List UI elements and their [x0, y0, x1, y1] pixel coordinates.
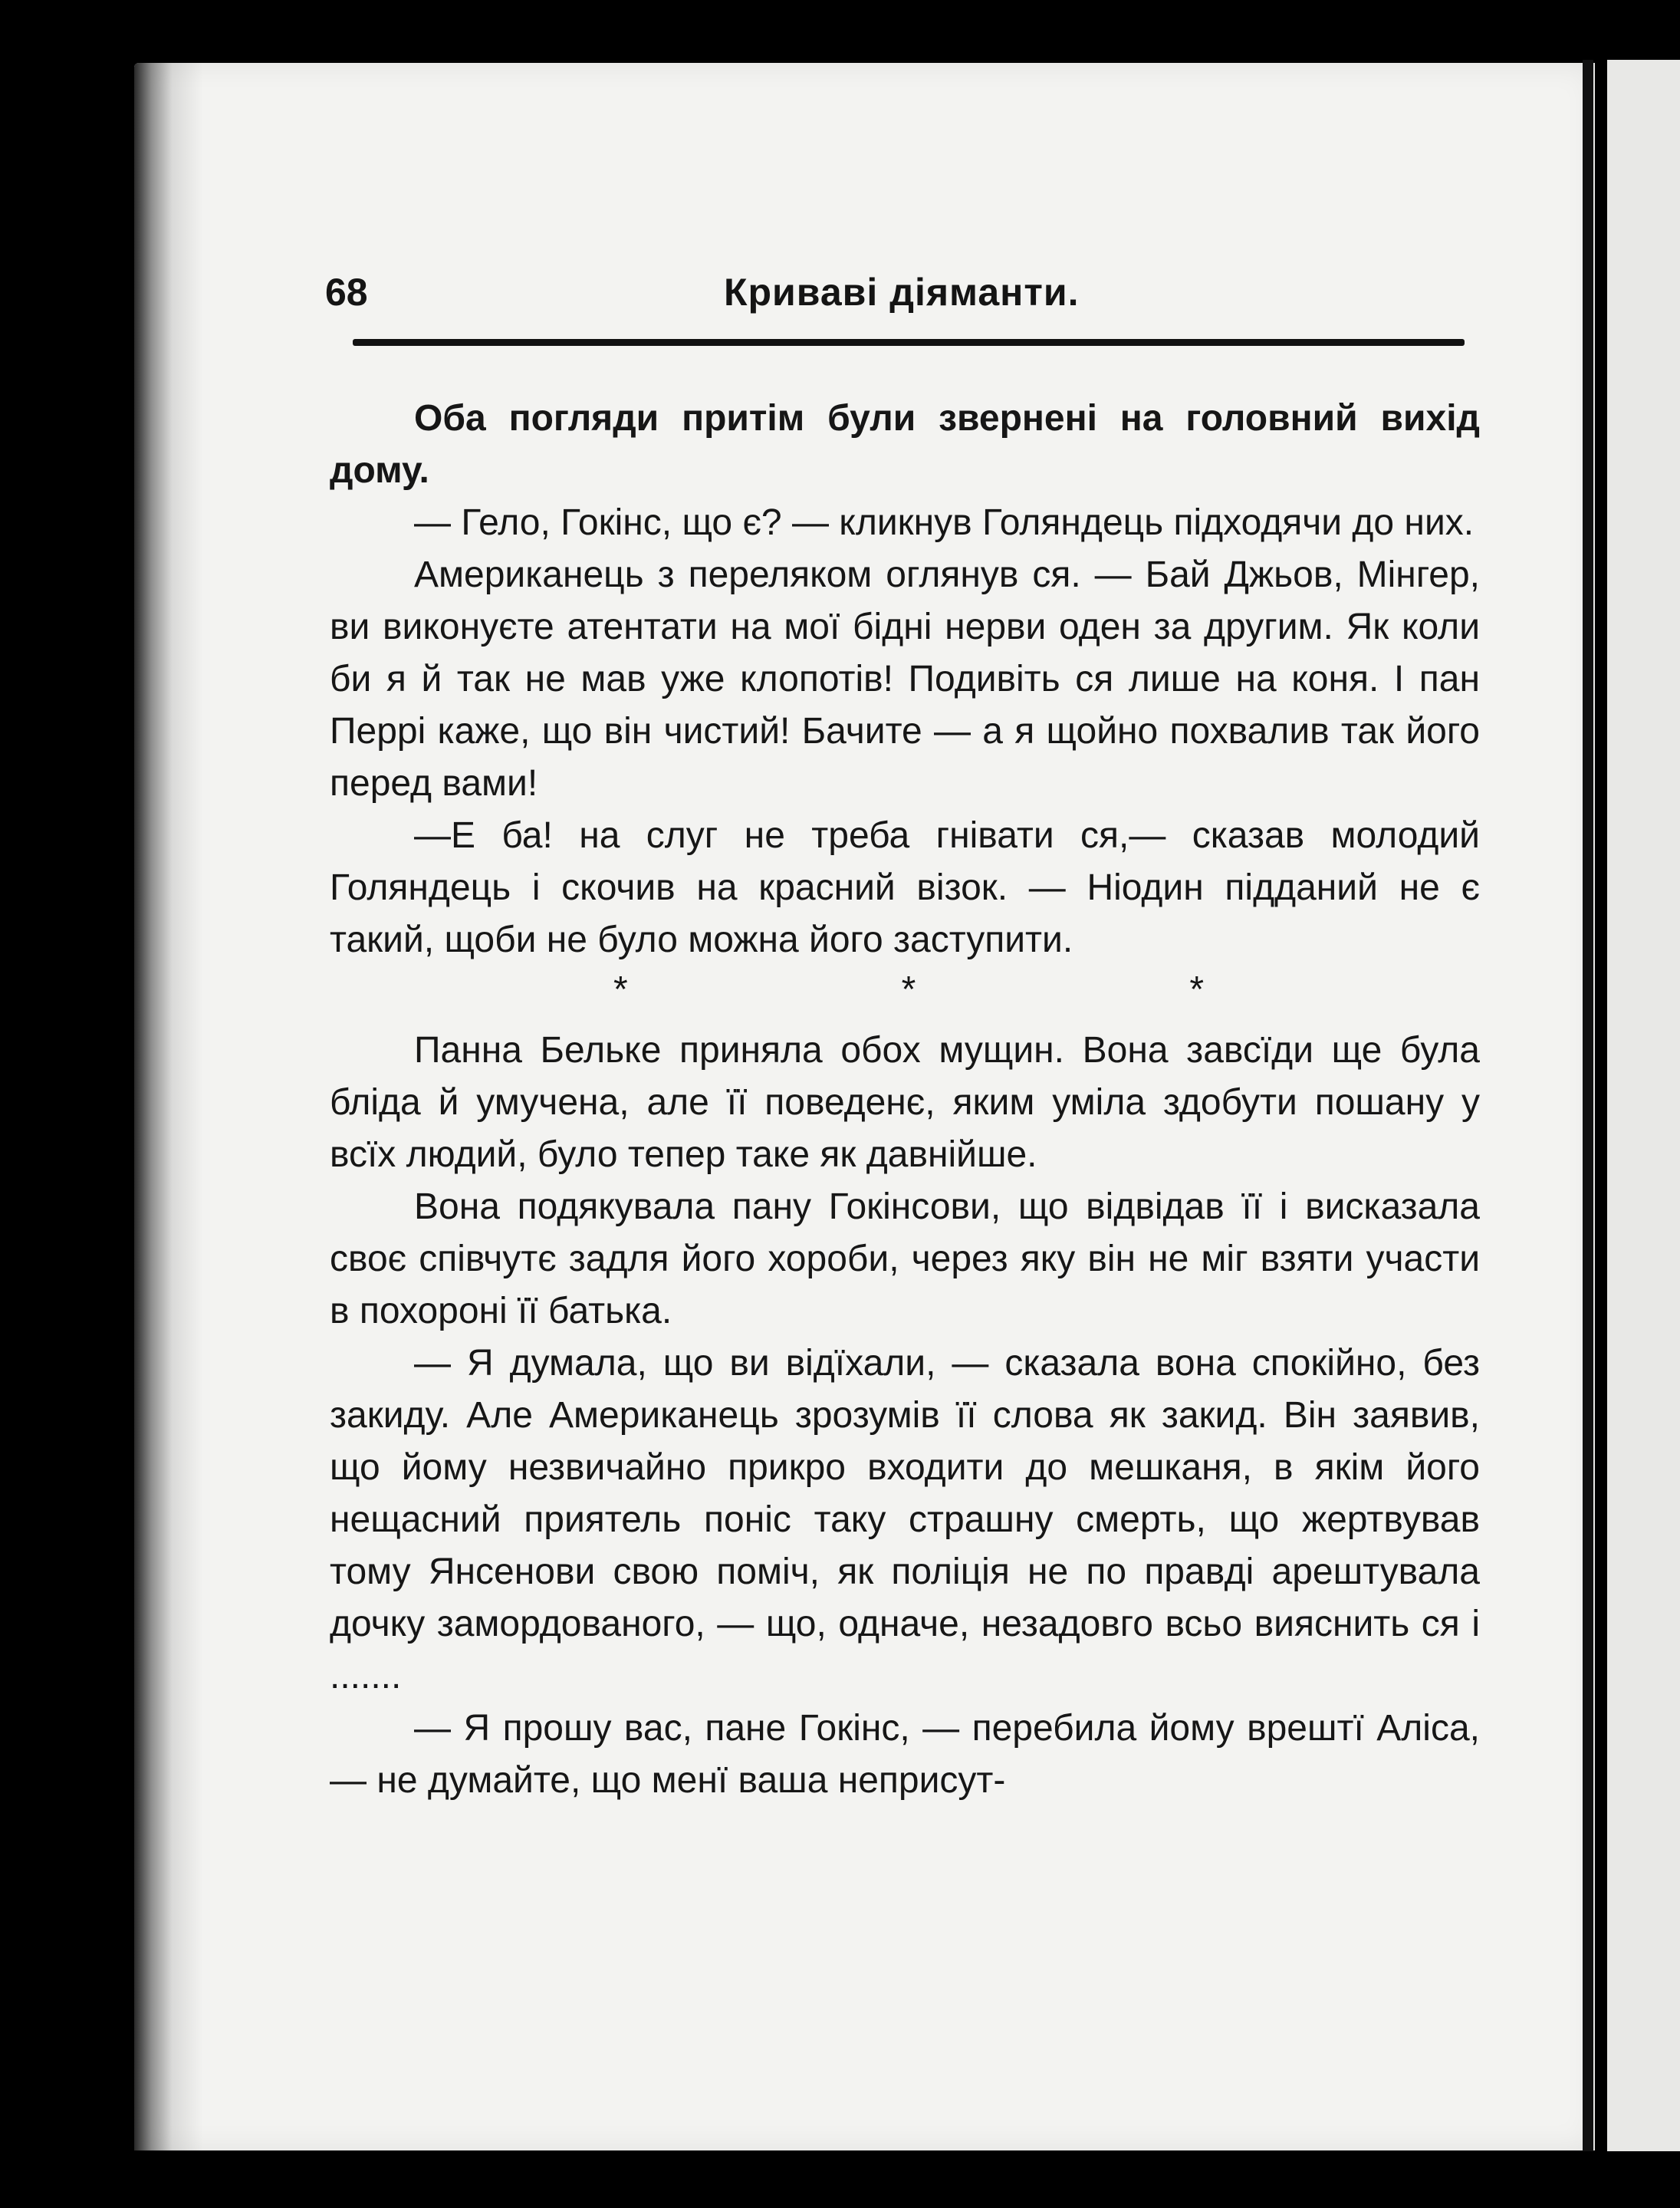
page-edge-divider: [1583, 60, 1593, 2154]
separator-star: *: [901, 969, 916, 1010]
paragraph: — Я думала, що ви відїхали, — сказала вона спокійно, без закиду. Але Американець зрозумів її слова як закид. Він заявив, що йому незвичайно прикро входити до мешканя, в якім його нещасний приятель поніс таку страшну смерть, що жертвував тому Янсенови свою поміч, як поліція не по правді арештувала дочку замордованого, — що, одначе, незадовго всьо вияснить ся і .......: [330, 1343, 1480, 1696]
paragraph: —Е ба! на слуг не треба гнівати ся,— сказав молодий Голяндець і скочив на красний візок. — Ніодин підданий не є такий, щоби не було можна його заступити.: [330, 815, 1480, 960]
paragraph: Оба погляди притім були звернені на головний вихід дому.: [330, 398, 1480, 491]
separator-star: *: [613, 969, 628, 1010]
next-page-sliver: [1607, 60, 1680, 2154]
gutter-shadow: [134, 63, 203, 2150]
separator-star: *: [1189, 969, 1204, 1010]
paragraph: — Гело, Гокінс, що є? — кликнув Голяндець підходячи до них.: [414, 502, 1475, 543]
paragraph: — Я прошу вас, пане Гокінс, — перебила йому врештї Аліса, — не думайте, що менї ваша неприсут-: [330, 1708, 1480, 1801]
page-title: Криваві діяманти.: [724, 271, 1080, 314]
section-separator: [613, 966, 1204, 1014]
paragraph: Панна Бельке приняла обох мущин. Вона завсїди ще була бліда й умучена, але її поведенє, яким уміла здобути пошану у всїх людий, було тепер таке як давнійше.: [330, 1030, 1480, 1175]
paragraph: Вона подякувала пану Гокінсови, що відвідав її і висказала своє співчутє задля його хороби, через яку він не міг взяти участи в похороні її батька.: [330, 1186, 1480, 1331]
header-rule: [353, 339, 1465, 346]
bottom-band: [0, 2151, 1680, 2208]
body-text: [330, 393, 1480, 1807]
paragraph: Американець з переляком оглянув ся. — Бай Джьов, Мінгер, ви виконуєте атентати на мої бідні нерви оден за другим. Як коли би я й так не мав уже клопотів! Подивіть ся лише на коня. І пан Перрі каже, що він чистий! Бачите — а я щойно похвалив так його перед вами!: [330, 554, 1480, 804]
running-head: [325, 270, 1460, 324]
page-number: 68: [325, 271, 368, 314]
